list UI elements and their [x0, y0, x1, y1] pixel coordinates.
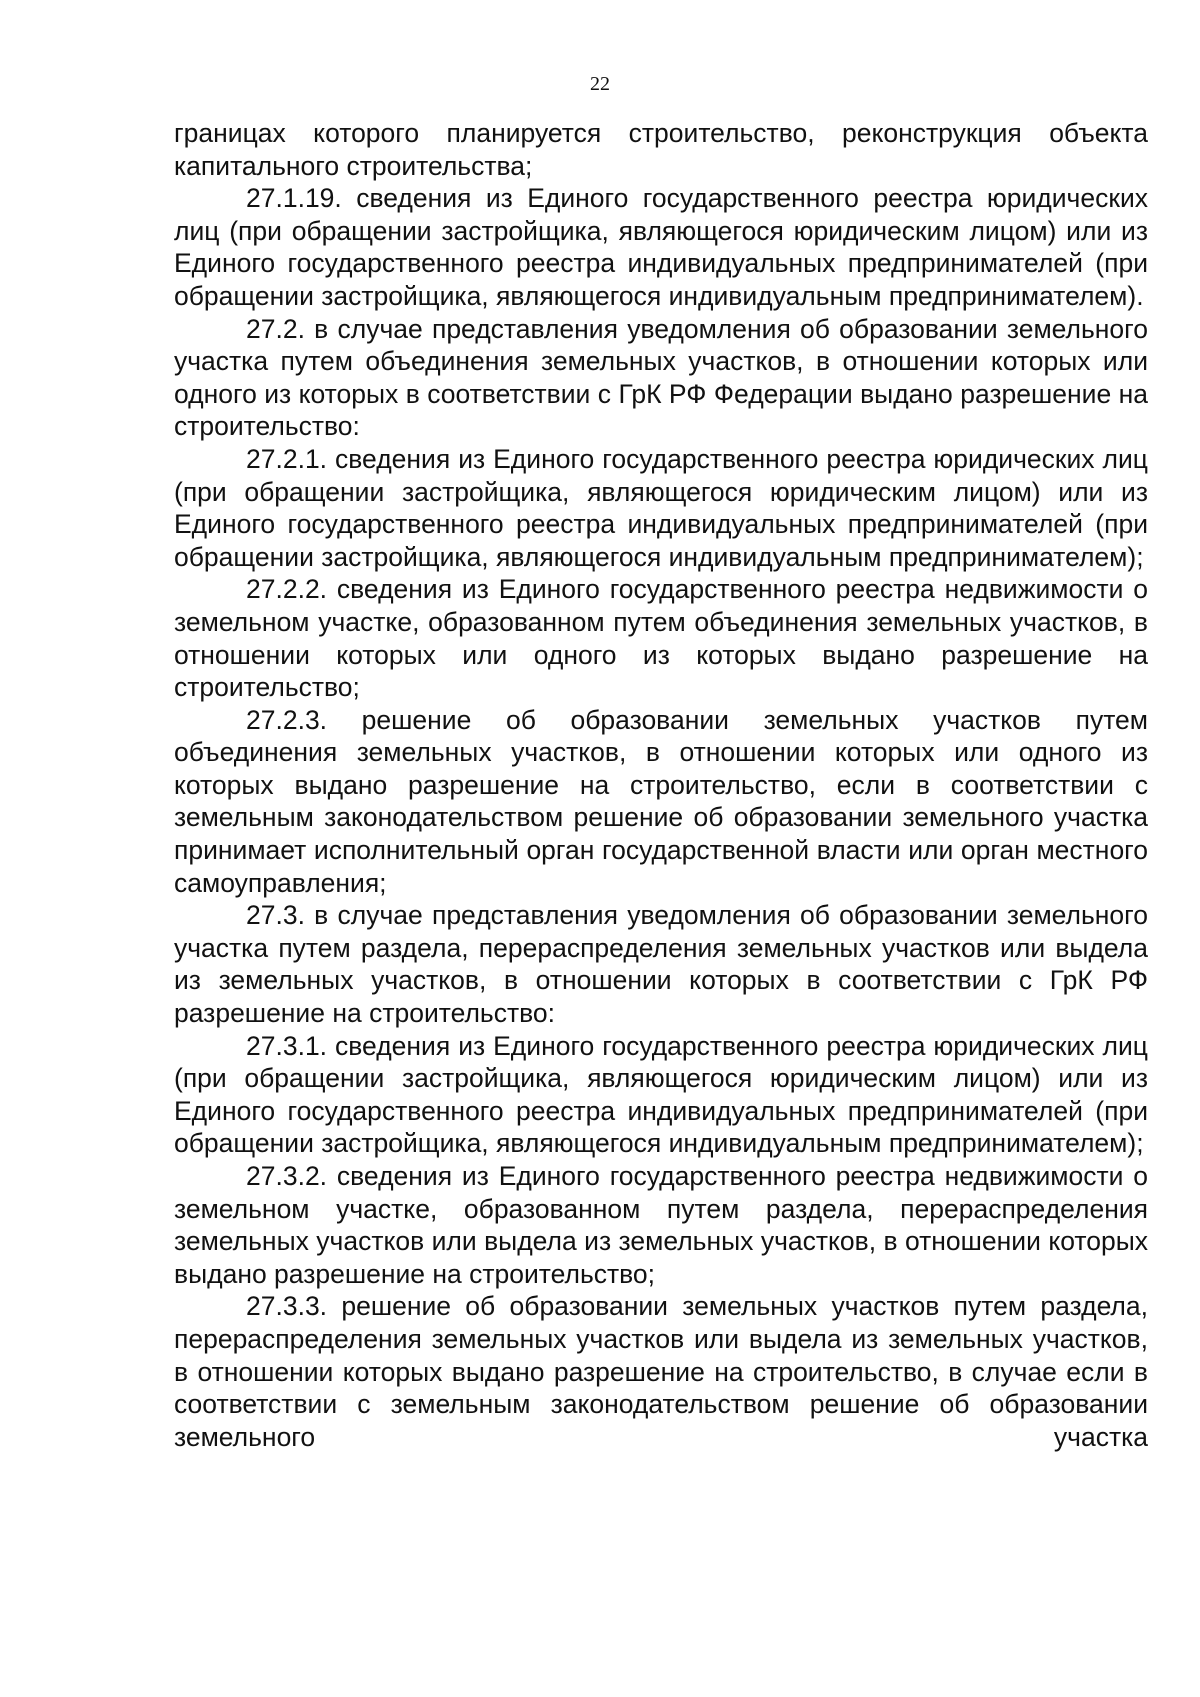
paragraph-27-3-3: 27.3.3. решение об образовании земельных участков путем раздела, перераспределения земельных участков или выдела из земельных участков, в отношении которых выдано разрешение на строительство, в случае если в соответствии с земельным законодательством решение об образовании земельного участка [174, 1291, 1148, 1452]
paragraph-27-3-1: 27.3.1. сведения из Единого государственного реестра юридических лиц (при обращении застройщика, являющегося юридическим лицом) или из Единого государственного реестра индивидуальных предпринимателей (при обращении застройщика, являющегося индивидуальным предпринимателем); [174, 1030, 1148, 1159]
paragraph-27-2-3: 27.2.3. решение об образовании земельных участков путем объединения земельных участков, в отношении которых или одного из которых выдано разрешение на строительство, если в соответствии с земельным законодательством решение об образовании земельного участка принимает исполнительный орган государственной власти или орган местного самоуправления; [174, 704, 1148, 898]
paragraph-27-3-2: 27.3.2. сведения из Единого государственного реестра недвижимости о земельном участке, образованном путем раздела, перераспределения земельных участков или выдела из земельных участков, в отношении которых выдано разрешение на строительство; [174, 1161, 1148, 1289]
page-number: 22 [590, 73, 610, 95]
paragraph-27-2: 27.2. в случае представления уведомления об образовании земельного участка путем объединения земельных участков, в отношении которых или одного из которых в соответствии с ГрК РФ Федерации выдано разрешение на строительство: [174, 313, 1148, 442]
paragraph-27-2-2: 27.2.2. сведения из Единого государственного реестра недвижимости о земельном участке, образованном путем объединения земельных участков, в отношении которых или одного из которых выдано разрешение на строительство; [174, 574, 1148, 703]
paragraph-27-1-19: 27.1.19. сведения из Единого государственного реестра юридических лиц (при обращении застройщика, являющегося юридическим лицом) или из Единого государственного реестра индивидуальных предпринимателей (при обращении застройщика, являющегося индивидуальным предпринимателем). [174, 183, 1148, 311]
document-body [174, 117, 1148, 1453]
paragraph-27-3: 27.3. в случае представления уведомления об образовании земельного участка путем раздела, перераспределения земельных участков или выдела из земельных участков, в отношении которых в соответствии с ГрК РФ разрешение на строительство: [174, 900, 1148, 1029]
paragraph-27-2-1: 27.2.1. сведения из Единого государственного реестра юридических лиц (при обращении застройщика, являющегося юридическим лицом) или из Единого государственного реестра индивидуальных предпринимателей (при обращении застройщика, являющегося индивидуальным предпринимателем); [174, 443, 1148, 572]
paragraph-continuation: границах которого планируется строительство, реконструкция объекта капитального строительства; [174, 118, 1148, 181]
